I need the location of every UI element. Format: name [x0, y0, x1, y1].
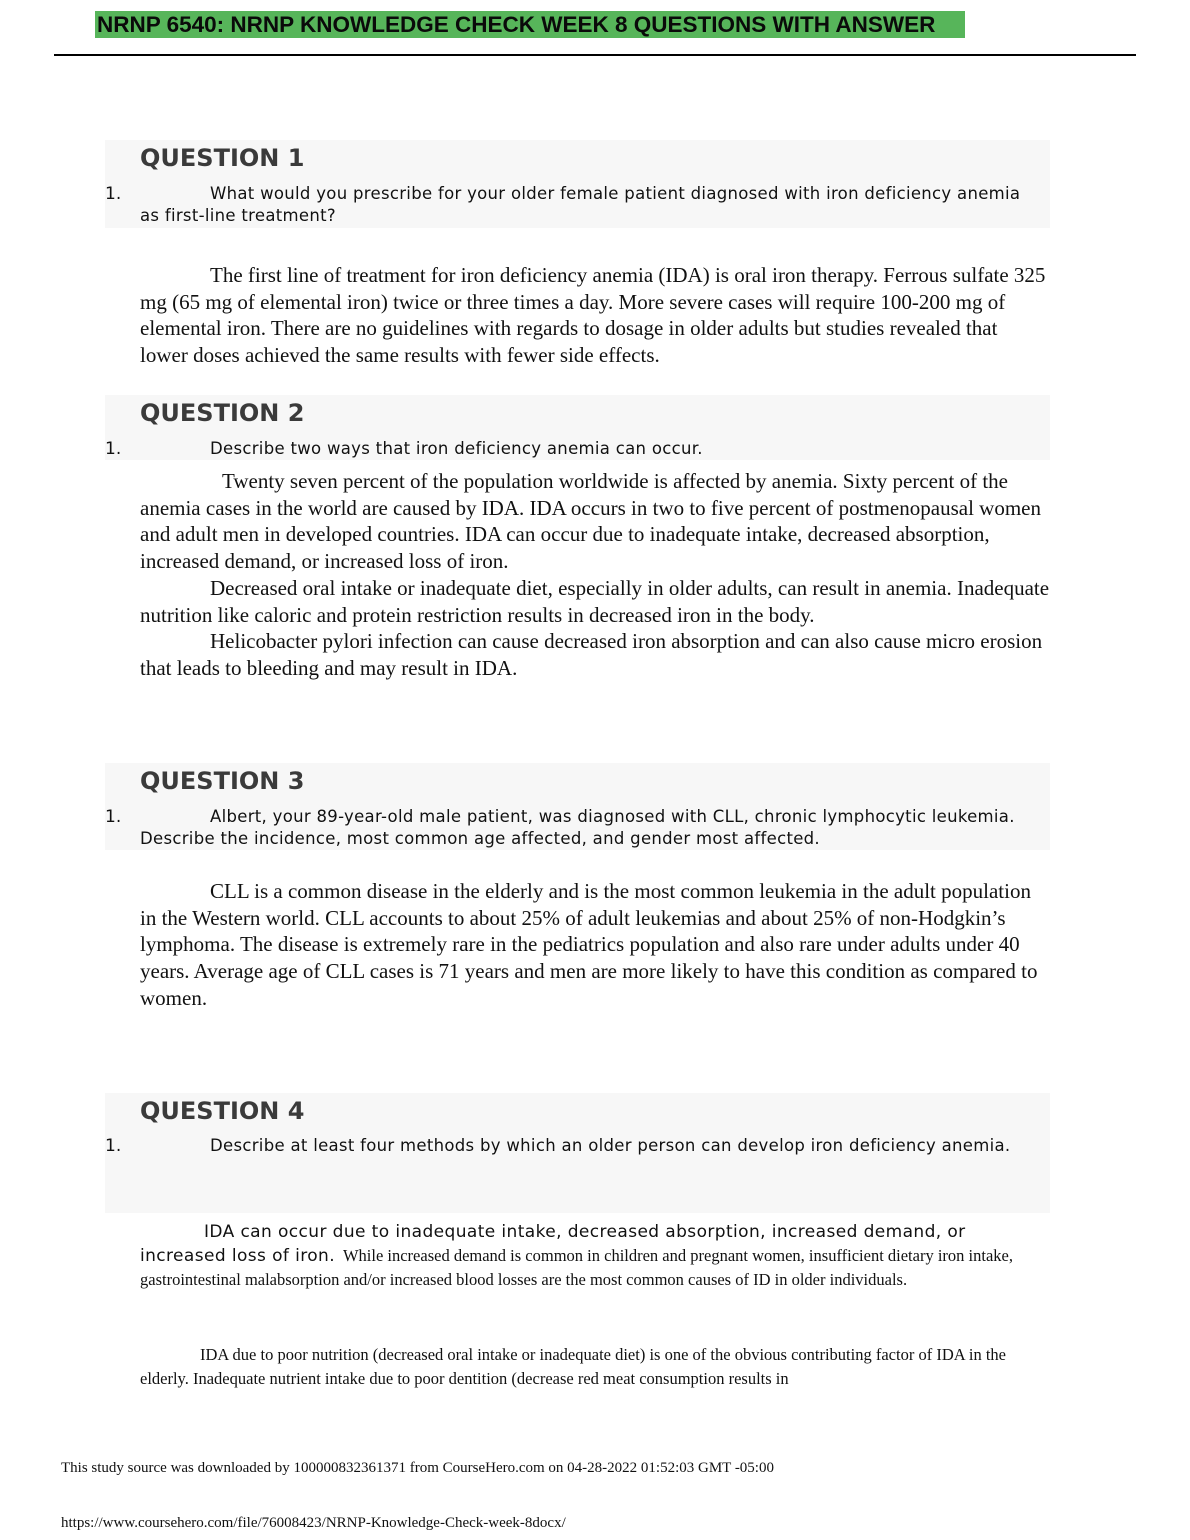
- question-4-answer-rest: While increased demand is common in children and pregnant women, insufficient dietary iron intake, gastrointestinal malabsorption and/or increased blood losses are the most common causes of ID in older individuals.: [140, 1246, 1013, 1289]
- question-3-prompt-text: Albert, your 89-year-old male patient, was diagnosed with CLL, chronic lymphocytic leukemia. Describe the incidence, most common age affected, and gender most affected.: [140, 807, 1015, 848]
- question-4-answer-continued: [140, 1343, 1050, 1391]
- source-footer: This study source was downloaded by 100000832361371 from CourseHero.com on 04-28-2022 01:52:03 GMT -05:00: [61, 1460, 774, 1476]
- question-2-prompt: [140, 438, 1045, 460]
- question-1-prompt-text: What would you prescribe for your older female patient diagnosed with iron deficiency anemia as first-line treatment?: [140, 184, 1021, 225]
- question-2-answer-para-2: Decreased oral intake or inadequate diet, especially in older adults, can result in anemia. Inadequate nutrition like caloric and protein restriction results in decreased iron in the body.: [140, 575, 1050, 627]
- question-1-heading: QUESTION 1: [140, 144, 305, 172]
- source-url[interactable]: https://www.coursehero.com/file/76008423/NRNP-Knowledge-Check-week-8docx/: [61, 1515, 566, 1531]
- question-3-number: 1.: [105, 807, 122, 827]
- question-2-answer-para-1: Twenty seven percent of the population worldwide is affected by anemia. Sixty percent of the anemia cases in the world are caused by IDA. IDA occurs in two to five percent of postmenopausal women and adult men in developed countries. IDA can occur due to inadequate intake, decreased absorption, increased demand, or increased loss of iron.: [140, 469, 1041, 574]
- question-4-answer-lead: IDA can occur due to inadequate intake, decreased absorption, increased demand, or increased loss of iron.: [140, 1222, 966, 1266]
- question-1-answer: [140, 262, 1050, 369]
- question-3-prompt: [140, 806, 1045, 850]
- question-4-answer-para-2: IDA due to poor nutrition (decreased oral intake or inadequate diet) is one of the obvious contributing factor of IDA in the elderly. Inadequate nutrient intake due to poor dentition (decrease red meat consumption results in: [140, 1345, 1006, 1388]
- question-4-answer: [140, 1220, 1050, 1292]
- question-3-heading: QUESTION 3: [140, 767, 305, 795]
- question-2-answer-para-3: Helicobacter pylori infection can cause decreased iron absorption and can also cause micro erosion that leads to bleeding and may result in IDA.: [140, 629, 1043, 680]
- question-1-prompt: [140, 183, 1045, 227]
- question-4-answer-para-1: [140, 1220, 1050, 1292]
- question-3-answer-para-1: CLL is a common disease in the elderly and is the most common leukemia in the adult population in the Western world. CLL accounts to about 25% of adult leukemias and about 25% of non-Hodgkin’s lymphoma. The disease is extremely rare in the pediatrics population and also rare under adults under 40 years. Average age of CLL cases is 71 years and men are more likely to have this condition as compared to women.: [140, 879, 1038, 1010]
- document-title: NRNP 6540: NRNP KNOWLEDGE CHECK WEEK 8 QUESTIONS WITH ANSWER: [95, 11, 965, 38]
- question-3-answer: [140, 878, 1050, 1012]
- question-2-number: 1.: [105, 439, 122, 459]
- title-divider: [54, 54, 1136, 56]
- question-1-answer-para-1: The first line of treatment for iron deficiency anemia (IDA) is oral iron therapy. Ferrous sulfate 325 mg (65 mg of elemental iron) twice or three times a day. More severe cases will require 100-200 mg of elemental iron. There are no guidelines with regards to dosage in older adults but studies revealed that lower doses achieved the same results with fewer side effects.: [140, 263, 1046, 368]
- question-2-answer: [140, 468, 1050, 682]
- question-4-number: 1.: [105, 1136, 122, 1156]
- question-2-heading: QUESTION 2: [140, 399, 305, 427]
- question-4-prompt: [140, 1135, 1045, 1157]
- question-4-heading: QUESTION 4: [140, 1097, 305, 1125]
- question-2-prompt-text: Describe two ways that iron deficiency anemia can occur.: [210, 439, 703, 458]
- question-4-prompt-text: Describe at least four methods by which an older person can develop iron deficiency anemia.: [210, 1136, 1011, 1155]
- question-1-number: 1.: [105, 184, 122, 204]
